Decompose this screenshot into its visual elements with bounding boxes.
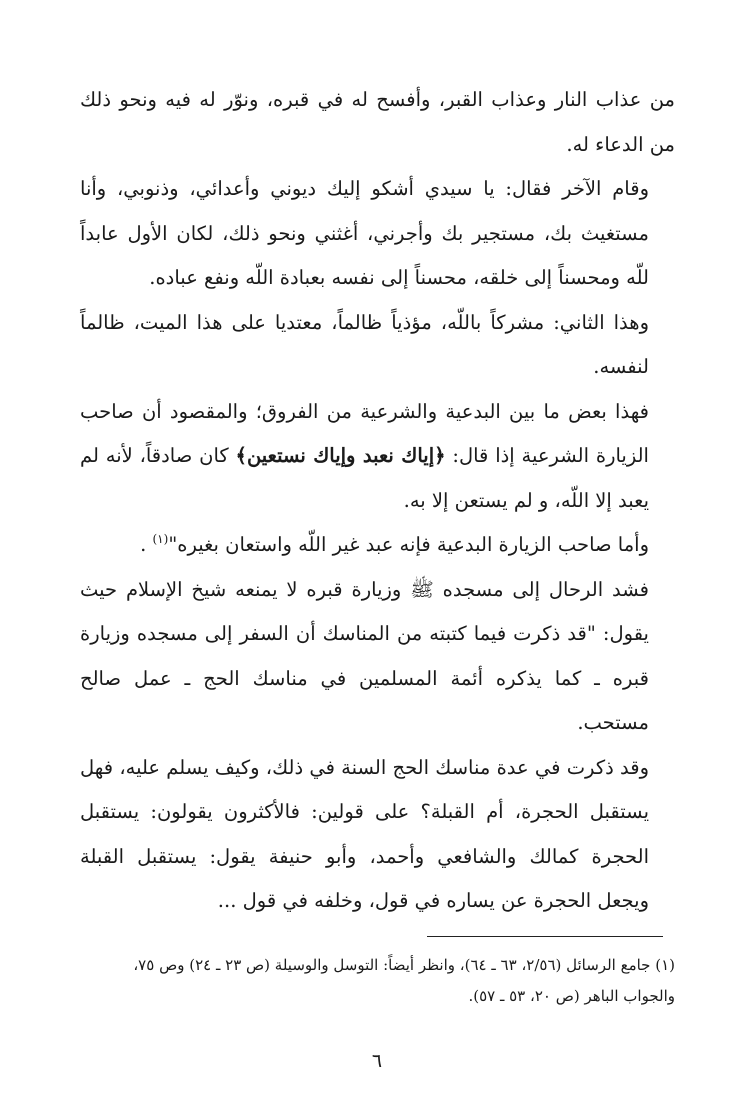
footnote-1-continued: والجواب الباهر (ص ٢٠، ٥٣ ـ ٥٧).	[468, 987, 675, 1005]
paragraph-1: من عذاب النار وعذاب القبر، وأفسح له في قبره، ونوّر له فيه ونحو ذلك من الدعاء له.	[80, 88, 675, 156]
page-number: ٦	[371, 1050, 383, 1072]
paragraph-4-end: كان صادقاً، لأنه لم يعبد إلا اللّه، و لم يستعن إلا به.	[80, 444, 649, 512]
footnote-1: (١) جامع الرسائل (٢/٥٦، ٦٣ ـ ٦٤)، وانظر أيضاً: التوسل والوسيلة (ص ٢٣ ـ ٢٤) وص ٧٥،	[133, 956, 675, 974]
quran-quote: ﴿إياك نعبد وإياك نستعين﴾	[235, 444, 446, 467]
paragraph-4	[80, 390, 675, 524]
main-text	[80, 78, 675, 924]
paragraph-5	[80, 523, 675, 568]
paragraph-3: وهذا الثاني: مشركاً باللّه، مؤذياً ظالماً، معتديا على هذا الميت، ظالماً لنفسه.	[80, 310, 649, 378]
footnote-reference: (١)	[152, 532, 169, 546]
footnotes	[80, 950, 675, 1012]
footnote-divider	[427, 936, 663, 937]
paragraph-7: وقد ذكرت في عدة مناسك الحج السنة في ذلك، وكيف يسلم عليه، فهل يستقبل الحجرة، أم القبلة؟ على قولين: فالأكثرون يقولون: يستقبل الحجرة كمالك والشافعي وأحمد، وأبو حنيفة يقول: يستقبل القبلة ويجعل الحجرة عن يساره في قول، وخلفه في قول ...	[80, 755, 649, 912]
paragraph-4-start: فهذا بعض ما بين البدعية والشرعية من الفروق؛ والمقصود أن صاحب الزيارة الشرعية إذا قال:	[80, 399, 649, 467]
paragraph-2: وقام الآخر فقال: يا سيدي أشكو إليك ديوني وأعدائي، وذنوبي، وأنا مستغيث بك، مستجير بك وأجرني، أغثني ونحو ذلك، لكان الأول عابداً للّه ومحسناً إلى خلقه، محسناً إلى نفسه بعبادة اللّه ونفع عباده.	[80, 177, 649, 289]
paragraph-6: فشد الرحال إلى مسجده ﷺ وزيارة قبره لا يمنعه شيخ الإسلام حيث يقول: "قد ذكرت فيما كتبته من المناسك أن السفر إلى مسجده وزيارة قبره ـ كما يذكره أئمة المسلمين في مناسك الحج ـ عمل صالح مستحب.	[80, 577, 649, 734]
paragraph-5-end: .	[140, 533, 153, 556]
paragraph-5-text: وأما صاحب الزيارة البدعية فإنه عبد غير اللّه واستعان بغيره"	[168, 533, 649, 556]
